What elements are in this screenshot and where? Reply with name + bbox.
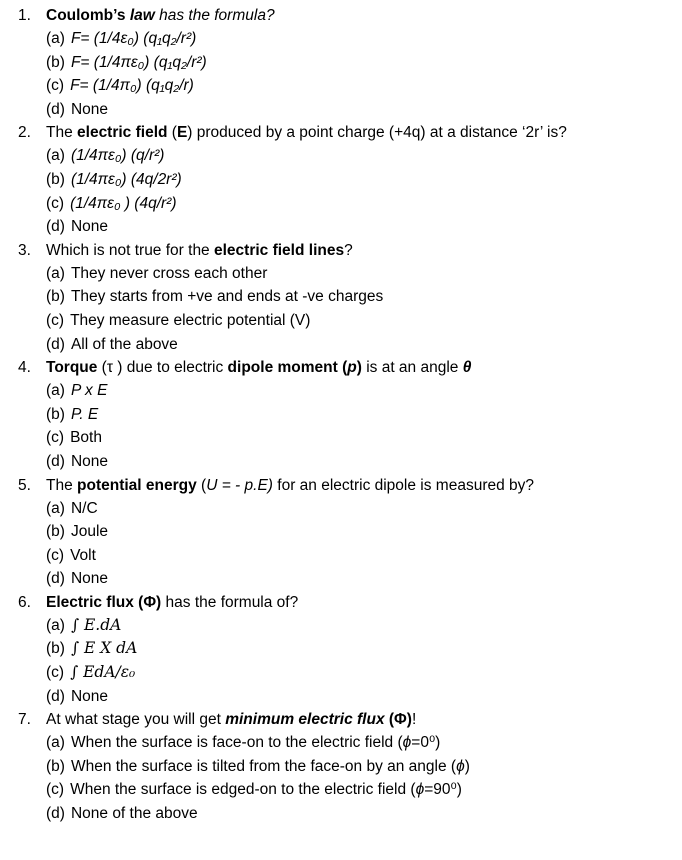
- question-stem: [0, 591, 682, 614]
- option-d[interactable]: [0, 333, 682, 357]
- option-a[interactable]: [0, 379, 682, 403]
- stem-text: Torque: [46, 359, 98, 377]
- question-number: 1.: [18, 7, 31, 24]
- stem-text: electric field: [77, 124, 168, 142]
- option-letter: (c): [46, 429, 65, 447]
- option-d[interactable]: [0, 802, 682, 826]
- option-letter: (c): [46, 781, 65, 799]
- question-stem: [0, 356, 682, 379]
- stem-text: The: [46, 476, 78, 494]
- option-text: They starts from +ve and ends at -ve charges: [70, 288, 384, 306]
- option-d[interactable]: [0, 98, 682, 122]
- option-letter: (d): [46, 100, 65, 118]
- option-text: When the surface is edged-on to the electric field (: [70, 781, 416, 799]
- option-letter: (b): [46, 523, 65, 541]
- question-4: [0, 356, 682, 473]
- stem-text: (: [196, 476, 207, 494]
- option-b[interactable]: [0, 51, 682, 75]
- option-letter: (a): [46, 382, 65, 400]
- stem-text: (: [167, 124, 177, 142]
- question-number: 4.: [18, 359, 31, 377]
- option-c[interactable]: [0, 544, 682, 568]
- stem-text: has the formula?: [154, 7, 275, 24]
- stem-text: ?: [344, 241, 353, 259]
- option-a[interactable]: [0, 144, 682, 168]
- option-text: None: [70, 100, 109, 118]
- option-letter: (a): [46, 264, 65, 282]
- question-number: 3.: [18, 241, 31, 259]
- question-2: [0, 121, 682, 238]
- option-d[interactable]: [0, 685, 682, 709]
- stem-text: Electric flux (Φ): [46, 593, 162, 611]
- option-b[interactable]: [0, 168, 682, 192]
- option-letter: (a): [46, 499, 65, 517]
- option-b[interactable]: [0, 285, 682, 309]
- option-b[interactable]: [0, 403, 682, 427]
- option-letter: (c): [46, 194, 65, 212]
- option-text: All of the above: [70, 335, 178, 353]
- option-text: They never cross each other: [70, 264, 268, 282]
- option-text: None: [70, 218, 109, 236]
- option-c[interactable]: [0, 74, 682, 98]
- question-number: 6.: [18, 593, 31, 611]
- option-text: =0⁰): [411, 734, 441, 752]
- option-letter: (c): [46, 546, 65, 564]
- option-letter: (c): [46, 77, 65, 95]
- stem-text: !: [411, 711, 417, 729]
- option-a[interactable]: [0, 497, 682, 521]
- question-stem: [0, 121, 682, 144]
- option-b[interactable]: [0, 755, 682, 779]
- stem-text: has the formula of?: [161, 593, 299, 611]
- stem-text: At what stage you will get: [46, 711, 226, 729]
- option-letter: (d): [46, 805, 65, 823]
- option-text: When the surface is tilted from the face-on by an angle (: [70, 757, 457, 775]
- option-text: None: [70, 687, 109, 705]
- option-text: They measure electric potential (V): [70, 311, 311, 329]
- option-letter: (d): [46, 452, 65, 470]
- option-a[interactable]: [0, 614, 682, 638]
- stem-text: ) produced by a point charge (+4q) at a distance ‘2r’ is?: [187, 124, 567, 142]
- stem-text: θ: [462, 359, 472, 377]
- option-a[interactable]: [0, 27, 682, 51]
- option-b[interactable]: [0, 637, 682, 661]
- stem-text: U = - p.E): [206, 476, 273, 494]
- option-text: Joule: [70, 523, 109, 541]
- stem-text: Which is not true for the: [46, 241, 214, 259]
- stem-text: ): [356, 359, 362, 377]
- option-d[interactable]: [0, 567, 682, 591]
- option-text: =90⁰): [424, 781, 462, 799]
- stem-text: electric field lines: [214, 241, 345, 259]
- stem-text: is at an angle: [361, 359, 463, 377]
- option-text: ): [464, 757, 470, 775]
- option-letter: (a): [46, 30, 65, 47]
- question-5: [0, 474, 682, 591]
- option-text: ϕ: [456, 757, 465, 775]
- option-text: (1/4πε₀) (q/r²): [70, 147, 165, 165]
- stem-text: for an electric dipole is measured by?: [272, 476, 535, 494]
- stem-text: Coulomb’s: [46, 7, 130, 24]
- question-7: [0, 708, 682, 825]
- option-text: Volt: [70, 546, 96, 564]
- stem-text: (τ ) due to electric: [97, 359, 228, 377]
- option-letter: (a): [46, 147, 65, 165]
- option-text: None: [70, 570, 109, 588]
- stem-text: potential energy: [77, 476, 197, 494]
- question-stem: [0, 708, 682, 731]
- option-a[interactable]: [0, 731, 682, 755]
- option-letter: (d): [46, 335, 65, 353]
- option-letter: (a): [46, 734, 65, 752]
- option-c[interactable]: [0, 426, 682, 450]
- question-6: [0, 591, 682, 708]
- option-text: ∫ EdA/ε₀: [70, 663, 136, 682]
- option-a[interactable]: [0, 262, 682, 286]
- stem-text: The: [46, 124, 78, 142]
- stem-text: E: [176, 124, 188, 142]
- question-stem: [0, 239, 682, 262]
- option-text: F= (1/4ε₀) (q₁q₂/r²): [70, 30, 197, 47]
- option-letter: (d): [46, 570, 65, 588]
- option-letter: (b): [46, 640, 65, 658]
- option-letter: (d): [46, 687, 65, 705]
- option-text: (1/4πε₀ ) (4q/r²): [70, 194, 177, 212]
- option-text: ∫ E.dA: [70, 615, 122, 634]
- question-number: 2.: [18, 124, 31, 142]
- option-letter: (b): [46, 53, 65, 71]
- option-c[interactable]: [0, 778, 682, 802]
- question-stem: [0, 4, 682, 27]
- option-letter: (b): [46, 405, 65, 423]
- stem-text: (Φ): [384, 711, 412, 729]
- option-letter: (b): [46, 757, 65, 775]
- stem-text: law: [129, 7, 155, 24]
- question-number: 7.: [18, 711, 31, 729]
- option-letter: (b): [46, 288, 65, 306]
- question-stem: [0, 474, 682, 497]
- option-text: None: [70, 452, 109, 470]
- option-text: F= (1/4πε₀) (q₁q₂/r²): [70, 53, 207, 71]
- question-3: [0, 239, 682, 356]
- option-d[interactable]: [0, 450, 682, 474]
- stem-text: minimum electric flux: [225, 711, 385, 729]
- option-text: When the surface is face-on to the electric field (: [70, 734, 403, 752]
- option-text: (1/4πε₀) (4q/2r²): [70, 170, 182, 188]
- option-c[interactable]: [0, 661, 682, 685]
- option-text: ϕ: [402, 734, 412, 752]
- option-text: P x E: [70, 382, 108, 400]
- option-letter: (c): [46, 311, 65, 329]
- option-c[interactable]: [0, 192, 682, 216]
- stem-text: p: [347, 359, 357, 377]
- option-text: ϕ: [415, 781, 425, 799]
- question-1: [0, 4, 682, 121]
- option-text: P. E: [70, 405, 99, 423]
- option-text: N/C: [70, 499, 98, 517]
- option-text: ∫ E X dA: [70, 639, 138, 658]
- option-text: None of the above: [70, 805, 198, 823]
- option-text: F= (1/4π₀) (q₁q₂/r): [70, 77, 194, 95]
- quiz-page: [0, 4, 682, 826]
- option-letter: (b): [46, 170, 65, 188]
- option-c[interactable]: [0, 309, 682, 333]
- option-letter: (a): [46, 616, 65, 634]
- stem-text: dipole moment (: [227, 359, 348, 377]
- option-b[interactable]: [0, 520, 682, 544]
- option-letter: (c): [46, 664, 65, 682]
- option-text: Both: [70, 429, 102, 447]
- option-d[interactable]: [0, 215, 682, 239]
- option-letter: (d): [46, 218, 65, 236]
- question-number: 5.: [18, 476, 31, 494]
